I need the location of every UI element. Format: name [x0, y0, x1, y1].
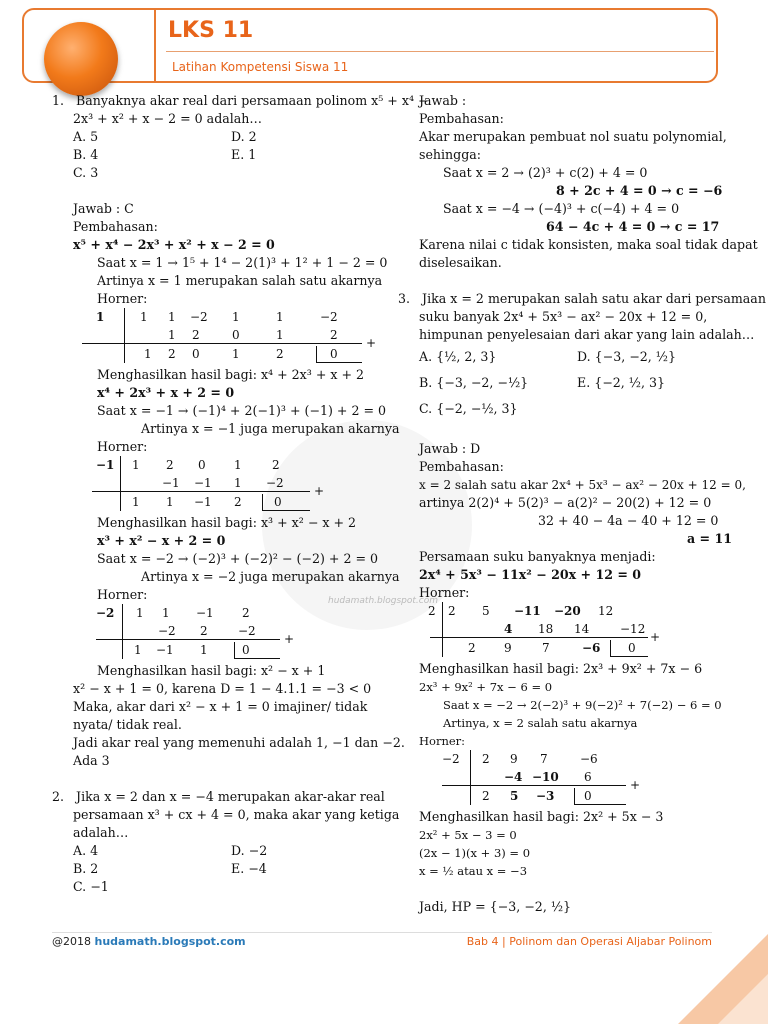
- footer-copyright: @2018 hudamath.blogspot.com: [52, 935, 246, 948]
- quotient-line: Menghasilkan hasil bagi: 2x² + 5x − 3: [419, 809, 664, 824]
- question-2-line-2: persamaan x³ + cx + 4 = 0, maka akar yang ketiga: [73, 807, 400, 822]
- option-d: D. −2: [231, 843, 268, 858]
- solution-line: Artinya x = −1 juga merupakan akarnya: [141, 421, 400, 436]
- quotient-line: Menghasilkan hasil bagi: x² − x + 1: [97, 663, 326, 678]
- answer-3: Jawab : D: [419, 441, 481, 456]
- option-c: C. {−2, −½, 3}: [419, 401, 518, 416]
- final-answer: Jadi, HP = {−3, −2, ½}: [419, 899, 572, 914]
- solution-line: x = 2 salah satu akar 2x⁴ + 5x³ − ax² − 20x + 12 = 0,: [419, 478, 746, 492]
- question-2-options: [52, 842, 382, 896]
- solution-line: Saat x = 1 → 1⁵ + 1⁴ − 2(1)³ + 1² + 1 − 2 = 0: [97, 255, 388, 270]
- watermark-text: hudamath.blogspot.com: [328, 596, 438, 606]
- question-2-line-3: adalah…: [73, 825, 129, 840]
- equation: x = ½ atau x = −3: [419, 864, 528, 878]
- solution-line: Karena nilai c tidak konsisten, maka soal tidak dapat: [419, 237, 758, 252]
- discussion-label: Pembahasan:: [419, 459, 504, 474]
- right-column: [398, 92, 766, 916]
- horner-label: Horner:: [97, 439, 148, 454]
- option-d: D. {−3, −2, ½}: [577, 349, 677, 364]
- solution-line: Saat x = −4 → (−4)³ + c(−4) + 4 = 0: [443, 201, 680, 216]
- footer-site-link[interactable]: hudamath.blogspot.com: [94, 935, 246, 948]
- question-3-line-2: suku banyak 2x⁴ + 5x³ − ax² − 20x + 12 = 0,: [419, 309, 708, 324]
- option-b: B. {−3, −2, −½}: [419, 375, 529, 390]
- question-1-line-2: 2x³ + x² + x − 2 = 0 adalah…: [73, 111, 262, 126]
- solution-line: Artinya x = 1 merupakan salah satu akarnya: [97, 273, 383, 288]
- option-e: E. {−2, ½, 3}: [577, 375, 666, 390]
- conclusion-line: nyata/ tidak real.: [73, 717, 182, 732]
- horner-label: Horner:: [97, 587, 148, 602]
- discussion-label: Pembahasan:: [419, 111, 504, 126]
- header-rule: [166, 51, 714, 52]
- quotient-line: Menghasilkan hasil bagi: 2x³ + 9x² + 7x − 6: [419, 661, 703, 676]
- question-1-options: [52, 128, 382, 182]
- option-a: A. 4: [73, 843, 99, 858]
- discriminant-line: x² − x + 1 = 0, karena D = 1 − 4.1.1 = −3 < 0: [73, 681, 372, 696]
- question-2-line-1: 2. Jika x = 2 dan x = −4 merupakan akar-akar real: [52, 789, 385, 804]
- option-e: E. −4: [231, 861, 267, 876]
- equation: 2x² + 5x − 3 = 0: [419, 828, 517, 842]
- corner-decoration: [718, 974, 768, 1024]
- option-c: C. 3: [73, 165, 99, 180]
- horner-label: Horner:: [419, 734, 466, 748]
- solution-line: a = 11: [686, 531, 732, 546]
- solution-line: diselesaikan.: [419, 255, 502, 270]
- option-b: B. 4: [73, 147, 99, 162]
- solution-line: Akar merupakan pembuat nol suatu polynomial,: [419, 129, 727, 144]
- equation: 2x⁴ + 5x³ − 11x² − 20x + 12 = 0: [419, 567, 642, 582]
- solution-line: Saat x = −1 → (−1)⁴ + 2(−1)³ + (−1) + 2 = 0: [97, 403, 387, 418]
- option-a: A. {½, 2, 3}: [419, 349, 497, 364]
- solution-line: Saat x = 2 → (2)³ + c(2) + 4 = 0: [443, 165, 648, 180]
- question-3-options: [398, 344, 732, 422]
- conclusion-line: Jadi akar real yang memenuhi adalah 1, −1 dan −2.: [73, 735, 405, 750]
- solution-line: Artinya, x = 2 salah satu akarnya: [443, 716, 638, 730]
- horner-label: Horner:: [97, 291, 148, 306]
- horner-table-1: 1 1 1 −2 1 1 −2 1 2 0 1 2 1 2 0 1 2 0 +: [52, 308, 382, 366]
- solution-line: 8 + 2c + 4 = 0 → c = −6: [556, 183, 723, 198]
- discussion-label: Pembahasan:: [73, 219, 158, 234]
- horner-table-3: −2 1 1 −1 2 −2 2 −2 1 −1 1 0 +: [96, 606, 295, 657]
- quotient-line: Menghasilkan hasil bagi: x³ + x² − x + 2: [97, 515, 357, 530]
- question-3-line-3: himpunan penyelesaian dari akar yang lain adalah…: [419, 327, 755, 342]
- orange-circle-logo: [44, 22, 118, 96]
- option-c: C. −1: [73, 879, 109, 894]
- solution-line: 32 + 40 − 4a − 40 + 12 = 0: [538, 513, 719, 528]
- solution-line: Saat x = −2 → 2(−2)³ + 9(−2)² + 7(−2) − 6 = 0: [443, 698, 722, 712]
- equation: x³ + x² − x + 2 = 0: [97, 533, 226, 548]
- page-subtitle: Latihan Kompetensi Siswa 11: [172, 60, 349, 74]
- header-divider: [154, 10, 156, 81]
- option-b: B. 2: [73, 861, 99, 876]
- horner-table-5: −2 2 9 7 −6 −4 −10 6 2 5 −3 0 +: [442, 752, 641, 803]
- question-3-line-1: 3. Jika x = 2 merupakan salah satu akar dari persamaan: [398, 291, 766, 306]
- conclusion-line: Ada 3: [73, 753, 110, 768]
- equation: 2x³ + 9x² + 7x − 6 = 0: [419, 680, 553, 694]
- solution-line: Persamaan suku banyaknya menjadi:: [419, 549, 656, 564]
- quotient-line: Menghasilkan hasil bagi: x⁴ + 2x³ + x + 2: [97, 367, 365, 382]
- footer-chapter: Bab 4 | Polinom dan Operasi Aljabar Polinom: [466, 935, 712, 948]
- answer-1: Jawab : C: [73, 201, 134, 216]
- solution-line: Artinya x = −2 juga merupakan akarnya: [141, 569, 400, 584]
- question-1-line-1: 1. Banyaknya akar real dari persamaan polinom x⁵ + x⁴ −: [52, 93, 429, 108]
- equation: x⁴ + 2x³ + x + 2 = 0: [97, 385, 235, 400]
- solution-line: 64 − 4c + 4 = 0 → c = 17: [546, 219, 720, 234]
- option-a: A. 5: [73, 129, 99, 144]
- answer-2: Jawab :: [419, 93, 467, 108]
- equation: (2x − 1)(x + 3) = 0: [419, 846, 531, 860]
- footer: [52, 932, 712, 948]
- horner-table-2: −1 1 2 0 1 2 −1 −1 1 −2 1 1 −1 2 0 +: [52, 456, 382, 514]
- page-title: LKS 11: [168, 18, 254, 43]
- header-box: [22, 8, 718, 83]
- option-e: E. 1: [231, 147, 257, 162]
- solution-line: sehingga:: [419, 147, 482, 162]
- horner-table-4: 2 2 5 −11 −20 12 4 18 14 −12 2 9 7 −6 0 +: [428, 604, 661, 655]
- equation: x⁵ + x⁴ − 2x³ + x² + x − 2 = 0: [73, 237, 275, 252]
- conclusion-line: Maka, akar dari x² − x + 1 = 0 imajiner/ tidak: [73, 699, 368, 714]
- solution-line: Saat x = −2 → (−2)³ + (−2)² − (−2) + 2 = 0: [97, 551, 379, 566]
- option-d: D. 2: [231, 129, 257, 144]
- solution-line: artinya 2(2)⁴ + 5(2)³ − a(2)² − 20(2) + 12 = 0: [419, 495, 712, 510]
- horner-label: Horner:: [419, 585, 470, 600]
